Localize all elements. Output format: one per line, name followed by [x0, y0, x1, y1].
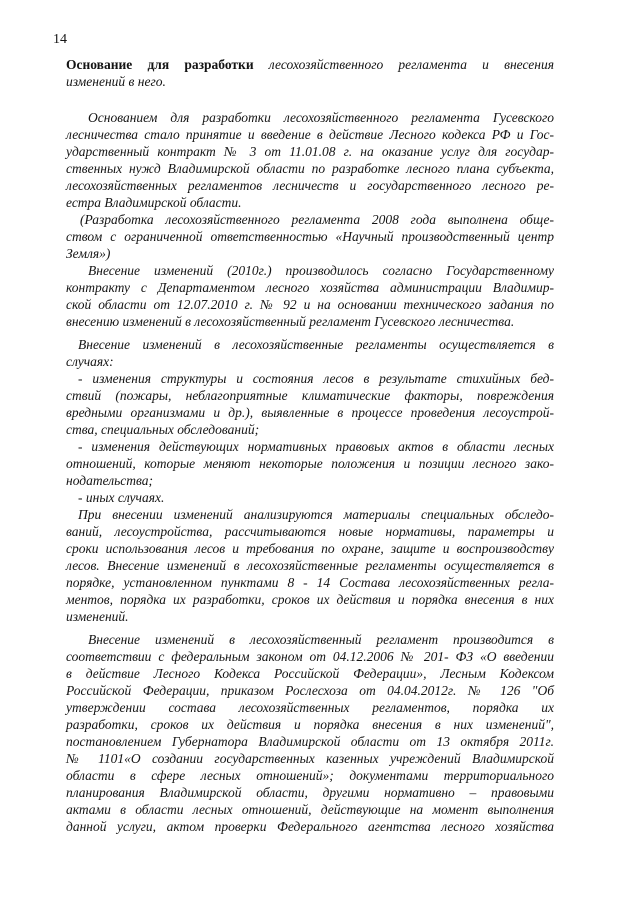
- text-line: отношений, которые меняют некоторые положения и позиции лесного зако-: [66, 456, 554, 471]
- text-line: соответствии с федеральным законом от 04.12.2006 № 201- ФЗ «О введении: [66, 649, 554, 664]
- body-lines: [66, 109, 554, 835]
- text-line: ударственный контракт № 3 от 11.01.08 г. на оказание услуг для государ-: [66, 144, 554, 159]
- text-line: контракту с Департаментом лесного хозяйства администрации Владимир-: [66, 280, 554, 295]
- text-line: нодательства;: [66, 473, 154, 488]
- text-line: № 1101«О создании государственных казенных учреждений Владимирской: [66, 751, 554, 766]
- text-line: ваний, лесоустройства, рассчитываются новые нормативы, параметры и: [66, 524, 554, 539]
- text-line: данной услуги, актом проверки Федерального агентства лесного хозяйства: [66, 819, 554, 834]
- text-line: естра Владимирской области.: [66, 195, 242, 210]
- text-line: случаях:: [66, 354, 114, 369]
- text-line: Внесение изменений в лесохозяйственные регламенты осуществляется в: [78, 337, 554, 352]
- text-line: актами в области лесных отношений, действующие на момент выполнения: [66, 802, 554, 817]
- text-line: изменений.: [66, 609, 129, 624]
- text-line: Основанием для разработки лесохозяйственного регламента Гусевского: [88, 110, 554, 125]
- text-line: ментов, порядка их разработки, сроков их действия и порядка внесения в них: [66, 592, 554, 607]
- document-body: [66, 56, 554, 835]
- text-line: ской области от 12.07.2010 г. № 92 и на основании технического задания по: [66, 297, 554, 312]
- text-line: сроки использования лесов и требования по охране, защите и воспроизводству: [66, 541, 554, 556]
- text-line: утверждении состава лесохозяйственных регламентов, порядка их: [66, 700, 554, 715]
- section-heading-bold: Основание для разработки: [66, 57, 254, 72]
- text-line: области в сфере лесных отношений»; документами территориального: [66, 768, 554, 783]
- text-line: лесохозяйственных регламентов лесничеств и государственного лесного ре-: [66, 178, 554, 193]
- text-line: в действие Лесного Кодекса Российской Федерации», Лесным Кодексом: [66, 666, 554, 681]
- text-line: лесов. Внесение изменений в лесохозяйственные регламенты осуществляется в: [66, 558, 554, 573]
- text-line: Внесение изменений (2010г.) производилось согласно Государственному: [88, 263, 554, 278]
- text-line: вредными организмами и др.), выявленные в процессе проведения лесоустрой-: [66, 405, 554, 420]
- section-heading-rest: лесохозяйственного регламента и внесения: [253, 57, 554, 72]
- text-line: лесничества стало принятие и введение в действие Лесного кодекса РФ и Гос-: [66, 127, 554, 142]
- text-line: Внесение изменений в лесохозяйственный регламент производится в: [88, 632, 554, 647]
- text-line: ственных нужд Владимирской области по разработке лесного плана субъекта,: [66, 161, 554, 176]
- text-line: ства, специальных обследований;: [66, 422, 260, 437]
- text-line: - иных случаях.: [78, 490, 165, 505]
- text-line: ствий (пожары, неблагоприятные климатические факторы, повреждения: [66, 388, 554, 403]
- text-line: планирования Владимирской области, другими нормативно – правовыми: [66, 785, 554, 800]
- text-line: Земля»): [66, 246, 111, 261]
- text-line: ством с ограниченной ответственностью «Научный производственный центр: [66, 229, 554, 244]
- page-number: 14: [53, 32, 67, 47]
- text-line: - изменения действующих нормативных правовых актов в области лесных: [78, 439, 554, 454]
- text-line: разработки, сроков их действия и порядка внесения в них изменений",: [66, 717, 554, 732]
- text-line: - изменения структуры и состояния лесов в результате стихийных бед-: [78, 371, 554, 386]
- section-heading-line-2: изменений в него.: [66, 74, 166, 89]
- section-heading: [66, 56, 554, 73]
- text-line: При внесении изменений анализируются материалы специальных обследо-: [78, 507, 554, 522]
- text-line: порядке, установленном пунктами 8 - 14 Состава лесохозяйственных регла-: [66, 575, 554, 590]
- text-line: Российской Федерации, приказом Рослесхоза от 04.04.2012г. № 126 "Об: [66, 683, 554, 698]
- text-line: постановлением Губернатора Владимирской области от 13 октября 2011г.: [66, 734, 554, 749]
- text-line: (Разработка лесохозяйственного регламента 2008 года выполнена обще-: [80, 212, 554, 227]
- text-line: внесению изменений в лесохозяйственный регламент Гусевского лесничества.: [66, 314, 515, 329]
